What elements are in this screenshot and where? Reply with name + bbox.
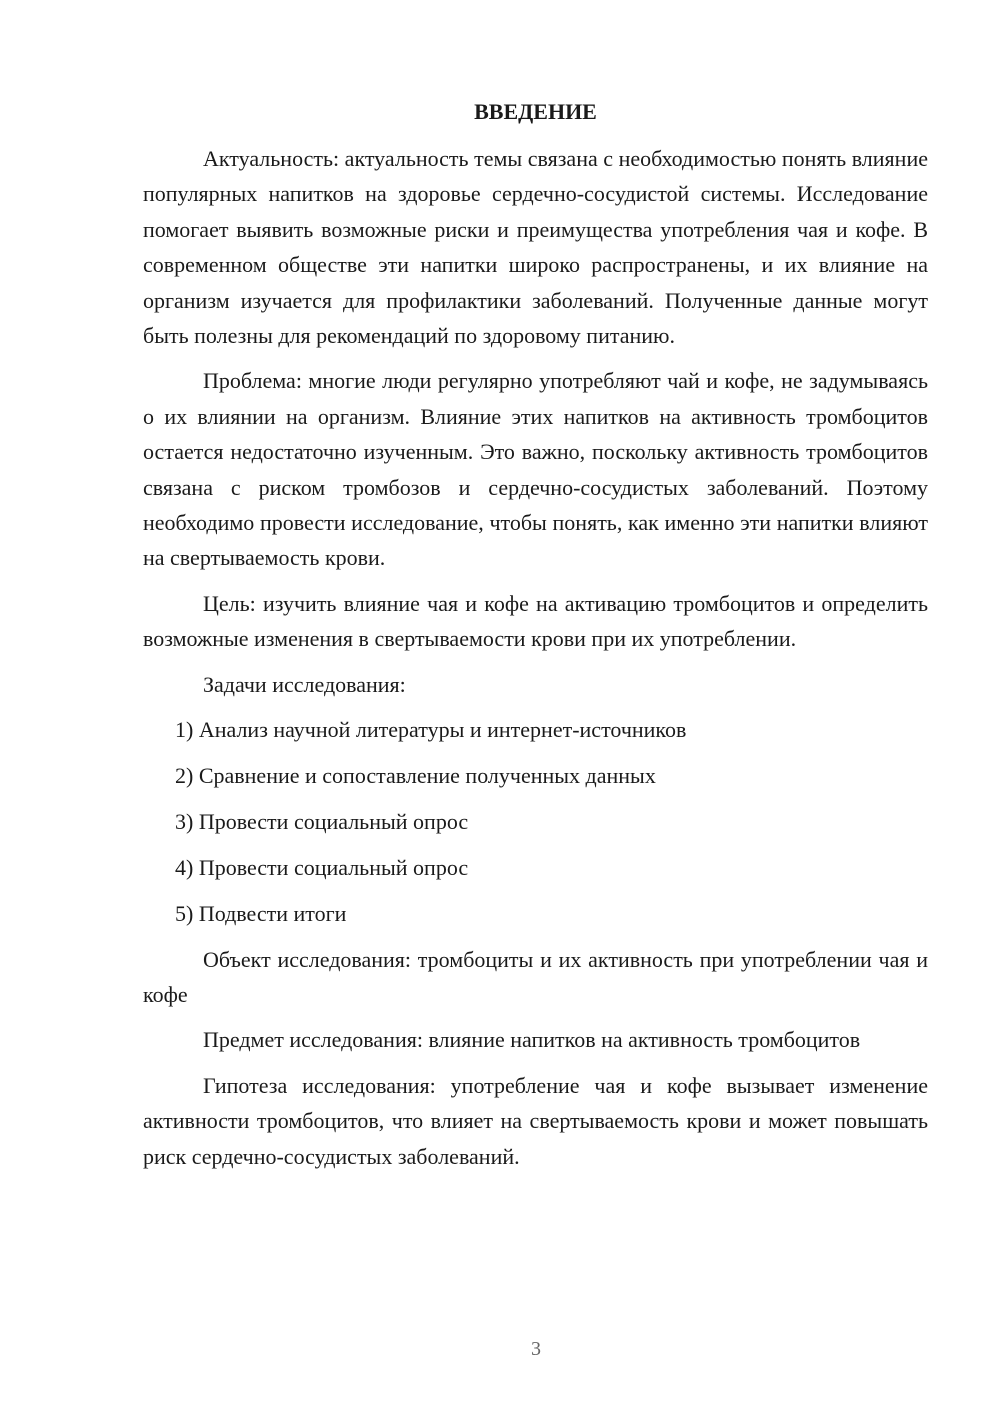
page-content [143, 94, 928, 1184]
list-item: 5) Подвести итоги [175, 900, 347, 926]
subject-paragraph: Предмет исследования: влияние напитков на активность тромбоцитов [203, 1027, 861, 1053]
list-item: 4) Провести социальный опрос [175, 854, 469, 880]
list-item: 1) Анализ научной литературы и интернет-источников [175, 717, 687, 743]
hypothesis-paragraph: Гипотеза исследования: употребление чая и кофе вызывает изменение активности тромбоцитов, что влияет на свертываемость крови и может повышать риск сердечно-сосудистых заболеваний. [143, 1072, 928, 1169]
page-number: 3 [531, 1338, 541, 1360]
goal-paragraph: Цель: изучить влияние чая и кофе на активацию тромбоцитов и определить возможные изменения в свертываемости крови при их употреблении. [143, 590, 928, 652]
object-paragraph: Объект исследования: тромбоциты и их активность при употреблении чая и кофе [143, 946, 928, 1008]
tasks-heading: Задачи исследования: [203, 671, 406, 697]
problem-paragraph: Проблема: многие люди регулярно употребляют чай и кофе, не задумываясь о их влиянии на организм. Влияние этих напитков на активность тромбоцитов остается недостаточно изученным. Это важно, поскольку активность тромбоцитов связана с риском тромбозов и сердечно-сосудистых заболеваний. Поэтому необходимо провести исследование, чтобы понять, как именно эти напитки влияют на свертываемость крови. [143, 368, 928, 571]
relevance-paragraph: Актуальность: актуальность темы связана с необходимостью понять влияние популярных напитков на здоровье сердечно-сосудистой системы. Исследование помогает выявить возможные риски и преимущества употребления чая и кофе. В современном обществе эти напитки широко распространены, и их влияние на организм изучается для профилактики заболеваний. Полученные данные могут быть полезны для рекомендаций по здоровому питанию. [143, 146, 928, 349]
list-item: 3) Провести социальный опрос [175, 808, 469, 834]
tasks-list [143, 712, 928, 931]
list-item: 2) Сравнение и сопоставление полученных данных [175, 763, 656, 788]
page-title: ВВЕДЕНИЕ [474, 99, 597, 124]
